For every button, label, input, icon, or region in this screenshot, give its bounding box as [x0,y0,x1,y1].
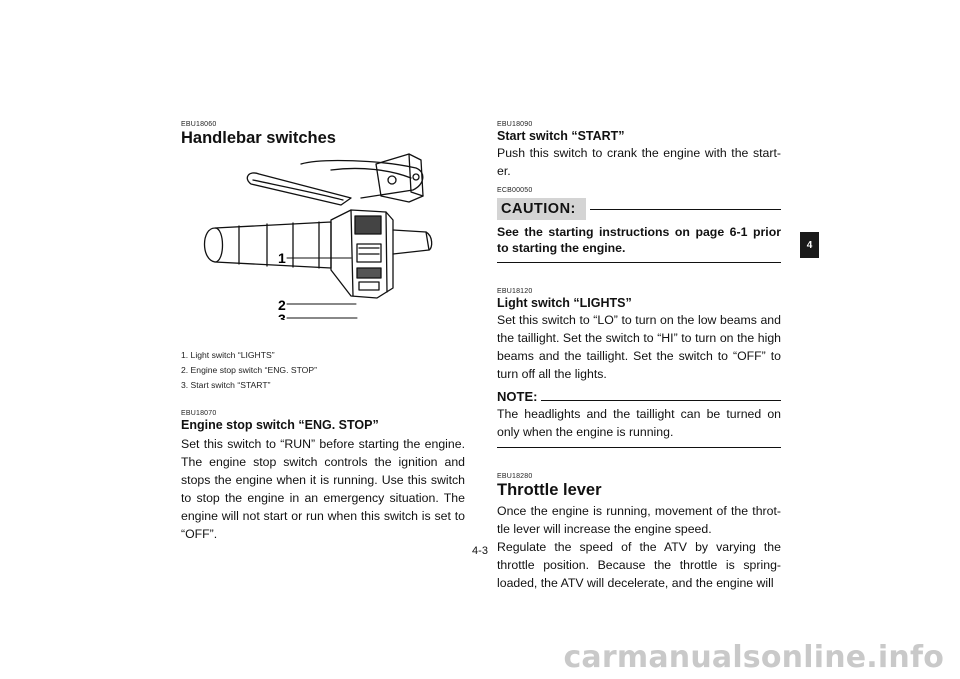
left-column [181,120,465,543]
throttle-paragraph-2: Regulate the speed of the ATV by varying the throttle position. Because the throttle is spring-loaded, the ATV will decelerate, and the engine will [497,540,781,590]
handlebar-illustration-svg [181,150,465,320]
section-title-engine-stop-switch: Engine stop switch “ENG. STOP” [181,418,379,432]
section-title-handlebar-switches: Handlebar switches [181,129,336,147]
section-code: EBU18060 [181,121,217,128]
light-switch-paragraph: Set this switch to “LO” to turn on the low beams and the taillight. Set the switch to “HI” to turn on the high beams and the taillight. Set the switch to “OFF” to turn off all the lights. [497,313,781,381]
section-code: EBU18280 [497,473,533,480]
chapter-tab-marker: 4 [800,232,819,258]
callout-2: 2 [278,297,286,313]
note-label: NOTE: [497,389,538,404]
page-number: 4-3 [472,545,488,557]
section-code: EBU18070 [181,410,217,417]
caution-bottom-rule [497,262,781,263]
note-bottom-rule [497,447,781,448]
handlebar-switch-illustration [181,150,465,320]
callout-3: 3 [278,311,286,320]
caption-item-2: 2. Engine stop switch “ENG. STOP” [181,365,317,375]
caution-text: See the starting instructions on page 6-1 prior to starting the engine. [497,225,781,255]
note-text: The headlights and the taillight can be turned on only when the engine is running. [497,407,781,439]
throttle-paragraph-1: Once the engine is running, movement of the throt-tle lever will increase the engine speed. [497,504,781,536]
caption-item-3: 3. Start switch “START” [181,380,271,390]
caution-code: ECB00050 [497,187,533,194]
right-column [497,120,781,592]
section-code: EBU18090 [497,121,533,128]
start-switch-paragraph: Push this switch to crank the engine with the start-er. [497,146,781,178]
caution-divider [590,209,781,210]
callout-1: 1 [278,250,286,266]
note-header [497,389,781,405]
caution-header [497,198,781,220]
section-title-start-switch: Start switch “START” [497,129,625,143]
caption-item-1: 1. Light switch “LIGHTS” [181,350,275,360]
engine-stop-paragraph: Set this switch to “RUN” before starting the engine. The engine stop switch controls the ignition and stops the engine when it is running. Use this switch to stop the engine in an emergency situation. The engine will not start or run when this switch is set to “OFF”. [181,437,465,541]
section-title-throttle-lever: Throttle lever [497,481,602,499]
figure-caption-list [181,348,465,393]
section-code: EBU18120 [497,288,533,295]
section-title-light-switch: Light switch “LIGHTS” [497,296,632,310]
note-divider [541,400,781,401]
watermark: carmanualsonline.info [563,640,944,675]
caution-label: CAUTION: [497,198,586,220]
